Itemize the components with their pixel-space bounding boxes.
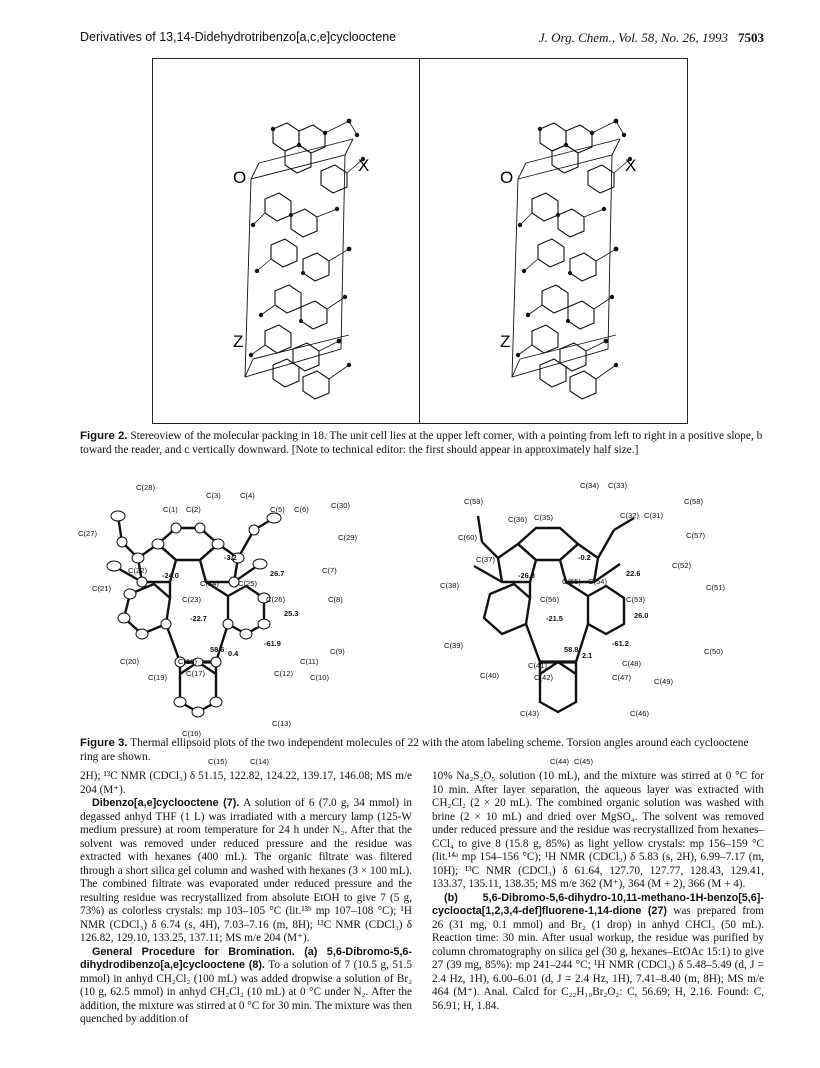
- atom-c21: C(21): [92, 584, 111, 593]
- atom-c59: C(59): [464, 497, 483, 506]
- atom-c23: C(23): [182, 595, 201, 604]
- atom-c50: C(50): [704, 647, 723, 656]
- atom-c38: C(38): [440, 581, 459, 590]
- atom-c51: C(51): [706, 583, 725, 592]
- torsion-angle: -61.9: [264, 639, 281, 648]
- stereo-drawing: [153, 59, 687, 423]
- paragraph-text: A solution of 6 (7.0 g, 34 mmol) in degassed anhyd THF (1 L) was irradiated with a mercury lamp (125-W medium pressure) at room temperature for 24 h under N₂. After that the solvent was removed under reduced pressure and the residue was extracted with hexanes (400 mL). The organic filtrate was filtered through a short silica gel column and washed with hexanes (3 × 100 mL). The combined filtrate was evaporated under reduced pressure and the resulting residue was recrystallized from absolute EtOH to give 7 (5 g, 73%) as colorless crystals: mp 103–105 °C (lit.¹³ᵇ mp 107–108 °C); ¹H NMR (CDCl₃) δ 6.74 (s, 4H), 7.03–7.16 (m, 8H); ¹³C NMR (CDCl₃) δ 126.82, 129.10, 133.25, 137.11; MS m/e 204 (M⁺).: [80, 797, 412, 944]
- atom-c20: C(20): [120, 657, 139, 666]
- running-header: [80, 30, 764, 48]
- axis-label-x: X: [358, 156, 370, 175]
- atom-c39: C(39): [444, 641, 463, 650]
- atom-c48: C(48): [622, 659, 641, 668]
- atom-c11: C(11): [300, 657, 319, 666]
- torsion-angle: 0.4: [228, 649, 239, 658]
- torsion-angle: -61.2: [612, 639, 629, 648]
- paragraph: [432, 892, 764, 1014]
- atom-c33: C(33): [608, 481, 627, 490]
- atom-c6: C(6): [294, 505, 309, 514]
- procedure-heading: General Procedure for Bromination. (a) 5,6-Dibromo-5,6-dihydrodibenzo[a,e]cyclooctene (8).: [80, 945, 412, 971]
- torsion-angle: 26.7: [270, 569, 285, 578]
- paragraph: 10% Na₂S₂O₅ solution (10 mL), and the mixture was stirred at 0 °C for 10 min. After layer separation, the aqueous layer was extracted with CH₂Cl₂ (2 × 20 mL). The combined organic solution was washed with brine (2 × 10 mL) and dried over MgSO₄. The solvent was removed under reduced pressure and the residue was recrystallized from hexanes–CCl₄ to give 8 (15.8 g, 85%) as light yellow crystals: mp 156–159 °C (lit.¹⁴ᵃ mp 154–156 °C); ¹H NMR (CDCl₃) δ 5.83 (s, 2H), 6.99–7.17 (m, 10H); ¹³C NMR (CDCl₃) δ 61.64, 127.70, 127.77, 128.43, 129.41, 133.37, 135.11, 138.35; MS m/e 362 (M⁺), 364 (M + 2), 366 (M + 4).: [432, 770, 764, 890]
- atom-c19: C(19): [148, 673, 167, 682]
- atom-c29: C(29): [338, 533, 357, 542]
- journal-citation: J. Org. Chem., Vol. 58, No. 26, 1993: [538, 30, 728, 45]
- atom-c49: C(49): [654, 677, 673, 686]
- atom-c13: C(13): [272, 719, 291, 728]
- atom-c40: C(40): [480, 671, 499, 680]
- atom-c10: C(10): [310, 673, 329, 682]
- atom-c43: C(43): [520, 709, 539, 718]
- axis-label-o-right: O: [500, 168, 514, 187]
- atom-c9: C(9): [330, 647, 345, 656]
- atom-c7: C(7): [322, 566, 337, 575]
- paragraph-text: was prepared from 26 (31 mg, 0.1 mmol) and Br₂ (1 drop) in anhyd CHCl₃ (50 mL). Reaction time: 30 min. After usual workup, the residue was purified by column chromatography on silica gel (30 g, hexanes–EtOAc 15:1) to give 27 (39 mg, 85%): mp 241–244 °C; ¹H NMR (CDCl₃) δ 5.48–5.49 (d, J = 2.4 Hz, 1H), 6.00–6.01 (d, J = 2.4 Hz, 1H), 7.41–8.40 (m, 8H); MS m/e 464 (M⁺). Anal. Calcd for C₂₂H₁₀Br₂O₂: C, 56.69; H, 2.16. Found: C, 56.91; H, 1.84.: [432, 905, 764, 1012]
- atom-c3: C(3): [206, 491, 221, 500]
- torsion-angle: 22.6: [626, 569, 641, 578]
- torsion-angle: 26.0: [634, 611, 649, 620]
- torsion-angle: 2.1: [582, 651, 593, 660]
- atom-c42: C(42): [534, 673, 553, 682]
- atom-c53: C(53): [626, 595, 645, 604]
- stereo-divider: [419, 59, 420, 423]
- page-number: 7503: [738, 30, 764, 45]
- paragraph-text: To a solution of 7 (10.5 g, 51.5 mmol) in anhyd CH₂Cl₂ (100 mL) was added dropwise a solution of Br₂ (10 g, 62.5 mmol) in anhyd CH₂Cl₂ (10 mL) at 0 °C under N₂. After the addition, the mixture was stirred at 0 °C for 30 min. The mixture was then quenched by addition of: [80, 959, 412, 1025]
- torsion-angle: -3.2: [224, 553, 237, 562]
- unit-cell-box: [245, 155, 345, 377]
- paragraph: [80, 946, 412, 1027]
- torsion-angle: 58.8: [564, 645, 579, 654]
- paragraph: 2H); ¹³C NMR (CDCl₃) δ 51.15, 122.82, 124.22, 139.17, 146.08; MS m/e 204 (M⁺).: [80, 770, 412, 796]
- atom-c2: C(2): [186, 505, 201, 514]
- atom-c52: C(52): [672, 561, 691, 570]
- compound-heading: (b) 5,6-Dibromo-5,6-dihydro-10,11-methano-1H-benzo[5,6]-cycloocta[1,2,3,4-def]fluorene-1,14-dione (27): [432, 891, 764, 917]
- atom-c55: C(55): [562, 577, 581, 586]
- paragraph: [80, 797, 412, 946]
- atom-c14: C(14): [250, 757, 269, 766]
- atom-c15: C(15): [208, 757, 227, 766]
- atom-c57: C(57): [686, 531, 705, 540]
- atom-c47: C(47): [612, 673, 631, 682]
- torsion-angle: -26.8: [518, 571, 535, 580]
- atom-c41: C(41): [528, 661, 547, 670]
- axis-label-z: Z: [233, 332, 244, 351]
- compound-heading: Dibenzo[a,e]cyclooctene (7).: [92, 797, 240, 809]
- figure-2-caption-text: Stereoview of the molecular packing in 18. The unit cell lies at the upper left corner, with a pointing from left to right in a positive slope, b toward the reader, and c vertically downward. [Note to technical editor: the first should appear in approximately half size.]: [80, 430, 763, 456]
- atom-c37: C(37): [476, 555, 495, 564]
- atom-c35: C(35): [534, 513, 553, 522]
- atom-c56: C(56): [540, 595, 559, 604]
- torsion-angle: -21.5: [546, 614, 563, 623]
- axis-label-x-right: X: [625, 156, 637, 175]
- atom-c46: C(46): [630, 709, 649, 718]
- atom-c32: C(32): [620, 511, 639, 520]
- torsion-angle: 25.3: [284, 609, 299, 618]
- atom-c25: C(25): [238, 579, 257, 588]
- header-title: Derivatives of 13,14-Didehydrotribenzo[a,c,e]cyclooctene: [80, 30, 397, 44]
- torsion-angle: 58.6: [210, 645, 225, 654]
- body-column-right: [432, 770, 764, 1013]
- atom-c36: C(36): [508, 515, 527, 524]
- atom-c5: C(5): [270, 505, 285, 514]
- atom-c28: C(28): [136, 483, 155, 492]
- figure-2-stereoview: [152, 58, 688, 424]
- atom-c26: C(26): [266, 595, 285, 604]
- torsion-angle: -0.2: [578, 553, 591, 562]
- torsion-angle: -24.0: [162, 571, 179, 580]
- axis-label-o: O: [233, 168, 247, 187]
- atom-c17: C(17): [186, 669, 205, 678]
- atom-c16: C(16): [182, 729, 201, 738]
- atom-c18: C(18): [178, 657, 197, 666]
- atom-c1: C(1): [163, 505, 178, 514]
- axis-label-z-right: Z: [500, 332, 511, 351]
- figure-2-label: Figure 2.: [80, 430, 128, 442]
- header-journal: [539, 30, 764, 46]
- atom-c31: C(31): [644, 511, 663, 520]
- figure-3-caption-text: Thermal ellipsoid plots of the two independent molecules of 22 with the atom labeling scheme. Torsion angles around each cyclooctene ring are shown.: [80, 737, 749, 763]
- atom-c54: C(54): [588, 577, 607, 586]
- atom-c24: C(24): [200, 579, 219, 588]
- atom-c60: C(60): [458, 533, 477, 542]
- torsion-angle: -22.7: [190, 614, 207, 623]
- atom-c34: C(34): [580, 481, 599, 490]
- atom-c8: C(8): [328, 595, 343, 604]
- atom-c45: C(45): [574, 757, 593, 766]
- atom-c4: C(4): [240, 491, 255, 500]
- atom-c22: C(22): [128, 566, 147, 575]
- figure-3-label: Figure 3.: [80, 737, 128, 749]
- figure-2-caption: [80, 430, 764, 457]
- atom-c44: C(44): [550, 757, 569, 766]
- atom-c58: C(58): [684, 497, 703, 506]
- atom-c30: C(30): [331, 501, 350, 510]
- body-column-left: [80, 770, 412, 1027]
- figure-3-caption: [80, 737, 764, 764]
- atom-c12: C(12): [274, 669, 293, 678]
- atom-c27: C(27): [78, 529, 97, 538]
